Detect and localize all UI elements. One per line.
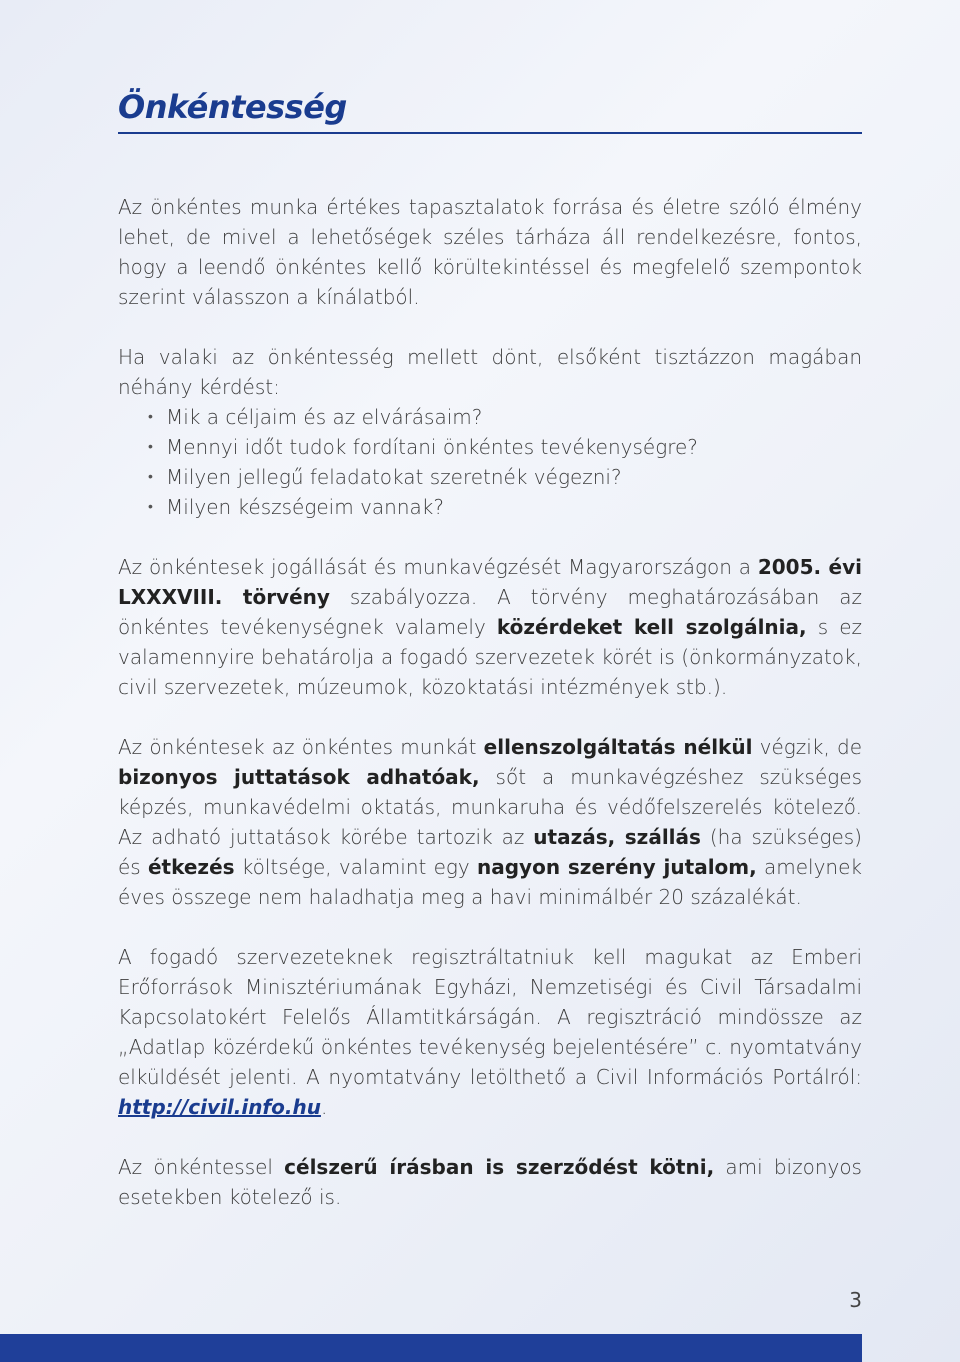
civil-portal-link[interactable]: http://civil.info.hu bbox=[118, 1095, 321, 1119]
law-reference: 2005. évi LXXXVIII. törvény bbox=[118, 555, 862, 609]
text-span: költsége, valamint egy bbox=[234, 855, 477, 879]
emphasis: célszerű írásban is szerződést kötni, bbox=[284, 1155, 715, 1179]
emphasis: bizonyos juttatások adhatóak, bbox=[118, 765, 480, 789]
text-span: Az önkéntesek jogállását és munkavégzését Magyarországon a bbox=[118, 555, 758, 579]
questions-intro: Ha valaki az önkéntesség mellett dönt, elsőként tisztázzon magában néhány kérdést: bbox=[118, 345, 862, 399]
body-text bbox=[118, 192, 862, 1242]
page-number: 3 bbox=[849, 1288, 862, 1312]
text-span: Az önkéntesek az önkéntes munkát bbox=[118, 735, 484, 759]
text-span: végzik, de bbox=[752, 735, 862, 759]
questions-list bbox=[118, 402, 862, 522]
text-span: ami bizonyos esetekben kötelező is. bbox=[118, 1155, 862, 1209]
text-span: amelynek éves összege nem haladhatja meg a havi minimálbér 20 százalékát. bbox=[118, 855, 862, 909]
list-item: • Milyen jellegű feladatokat szeretnék végezni? bbox=[118, 462, 862, 492]
text-span: A fogadó szervezeteknek regisztráltatniuk kell magukat az Emberi Erőforrások Minisztériumának Egyházi, Nemzetiségi és Civil Társadalmi Kapcsolatokért Felelős Államtitkárságán. A regisztráció mindössze az „Adatlap közérdekű önkéntes tevékenység bejelentésére” c. nyomtatvány elküldését jelenti. A nyomtatvány letölthető a Civil Információs Portálról: bbox=[118, 945, 862, 1089]
emphasis: ellenszolgáltatás nélkül bbox=[483, 735, 753, 759]
benefits-paragraph bbox=[118, 732, 862, 912]
contract-paragraph bbox=[118, 1152, 862, 1212]
text-span: . bbox=[320, 1095, 328, 1119]
emphasis: közérdeket kell szolgálnia, bbox=[496, 615, 807, 639]
list-item: • Mik a céljaim és az elvárásaim? bbox=[118, 402, 862, 432]
footer-bar bbox=[0, 1334, 862, 1362]
intro-paragraph: Az önkéntes munka értékes tapasztalatok forrása és életre szóló élmény lehet, de mivel a lehetőségek széles tárháza áll rendelkezésre, fontos, hogy a leendő önkéntes kellő körültekintéssel és megfelelő szempontok szerint válasszon a kínálatból. bbox=[118, 195, 862, 309]
emphasis: utazás, szállás bbox=[533, 825, 701, 849]
text-span: s ez valamennyire behatárolja a fogadó szervezetek körét is (önkormányzatok, civil szervezetek, múzeumok, közoktatási intézmények stb.). bbox=[118, 615, 862, 699]
text-span: Az önkéntessel bbox=[118, 1155, 285, 1179]
registration-paragraph bbox=[118, 942, 862, 1122]
emphasis: étkezés bbox=[147, 855, 235, 879]
text-span: (ha szükséges) és bbox=[118, 825, 862, 879]
list-item: • Mennyi időt tudok fordítani önkéntes tevékenységre? bbox=[118, 432, 862, 462]
title-underline bbox=[118, 132, 862, 134]
text-span: szabályozza. A törvény meghatározásában az önkéntes tevékenységnek valamely bbox=[118, 585, 862, 639]
emphasis: nagyon szerény jutalom, bbox=[476, 855, 757, 879]
list-item: • Milyen készségeim vannak? bbox=[118, 492, 862, 522]
text-span: sőt a munkavégzéshez szükséges képzés, munkavédelmi oktatás, munkaruha és védőfelszerelés kötelező. Az adható juttatások körébe tartozik az bbox=[118, 765, 862, 849]
page-title: Önkéntesség bbox=[118, 88, 347, 126]
law-paragraph bbox=[118, 552, 862, 702]
